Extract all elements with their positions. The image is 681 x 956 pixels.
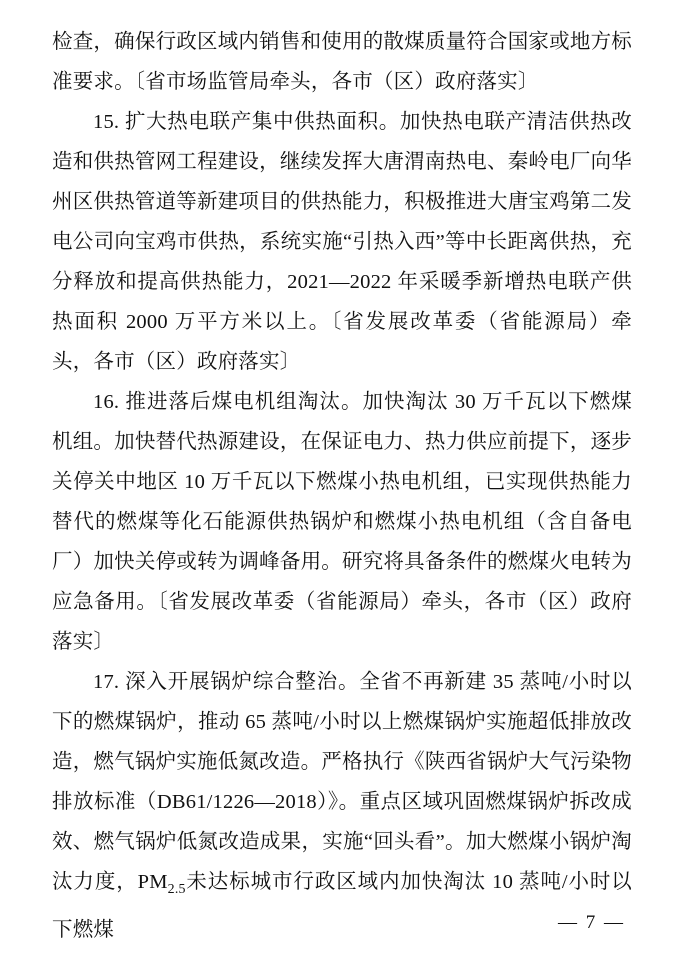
paragraph-continued: 检查，确保行政区域内销售和使用的散煤质量符合国家或地方标准要求。〔省市场监管局牵头，各市（区）政府落实〕	[52, 31, 632, 93]
paragraph-item-17: 17. 深入开展锅炉综合整治。全省不再新建 35 蒸吨/小时以下的燃煤锅炉，推动 65 蒸吨/小时以上燃煤锅炉实施超低排放改造，燃气锅炉实施低氮改造。严格执行《陕西省锅炉大气污染物排放标准（DB61/1226—2018）》。重点区域巩固燃煤锅炉拆改成效、燃气锅炉低氮改造成果，实施“回头看”。加大燃煤小锅炉淘汰力度，$PM_{2.5}$未达标城市行政区域内加快淘汰 10 蒸吨/小时以下燃煤	[52, 671, 632, 942]
paragraph-item-15: 15. 扩大热电联产集中供热面积。加快热电联产清洁供热改造和供热管网工程建设，继续发挥大唐渭南热电、秦岭电厂向华州区供热管道等新建项目的供热能力，积极推进大唐宝鸡第二发电公司向宝鸡市供热，系统实施“引热入西”等中长距离供热，充分释放和提高供热能力，2021—2022 年采暖季新增热电联产供热面积 2000 万平方米以上。〔省发展改革委（省能源局）牵头，各市（区）政府落实〕	[52, 111, 632, 373]
page-number: — 7 —	[558, 912, 625, 933]
paragraph-item-16: 16. 推进落后煤电机组淘汰。加快淘汰 30 万千瓦以下燃煤机组。加快替代热源建设，在保证电力、热力供应前提下，逐步关停关中地区 10 万千瓦以下燃煤小热电机组，已实现供热能力替代的燃煤等化石能源供热锅炉和燃煤小热电机组（含自备电厂）加快关停或转为调峰备用。研究将具备条件的燃煤火电转为应急备用。〔省发展改革委（省能源局）牵头，各市（区）政府落实〕	[52, 391, 632, 653]
document-body	[52, 22, 632, 950]
